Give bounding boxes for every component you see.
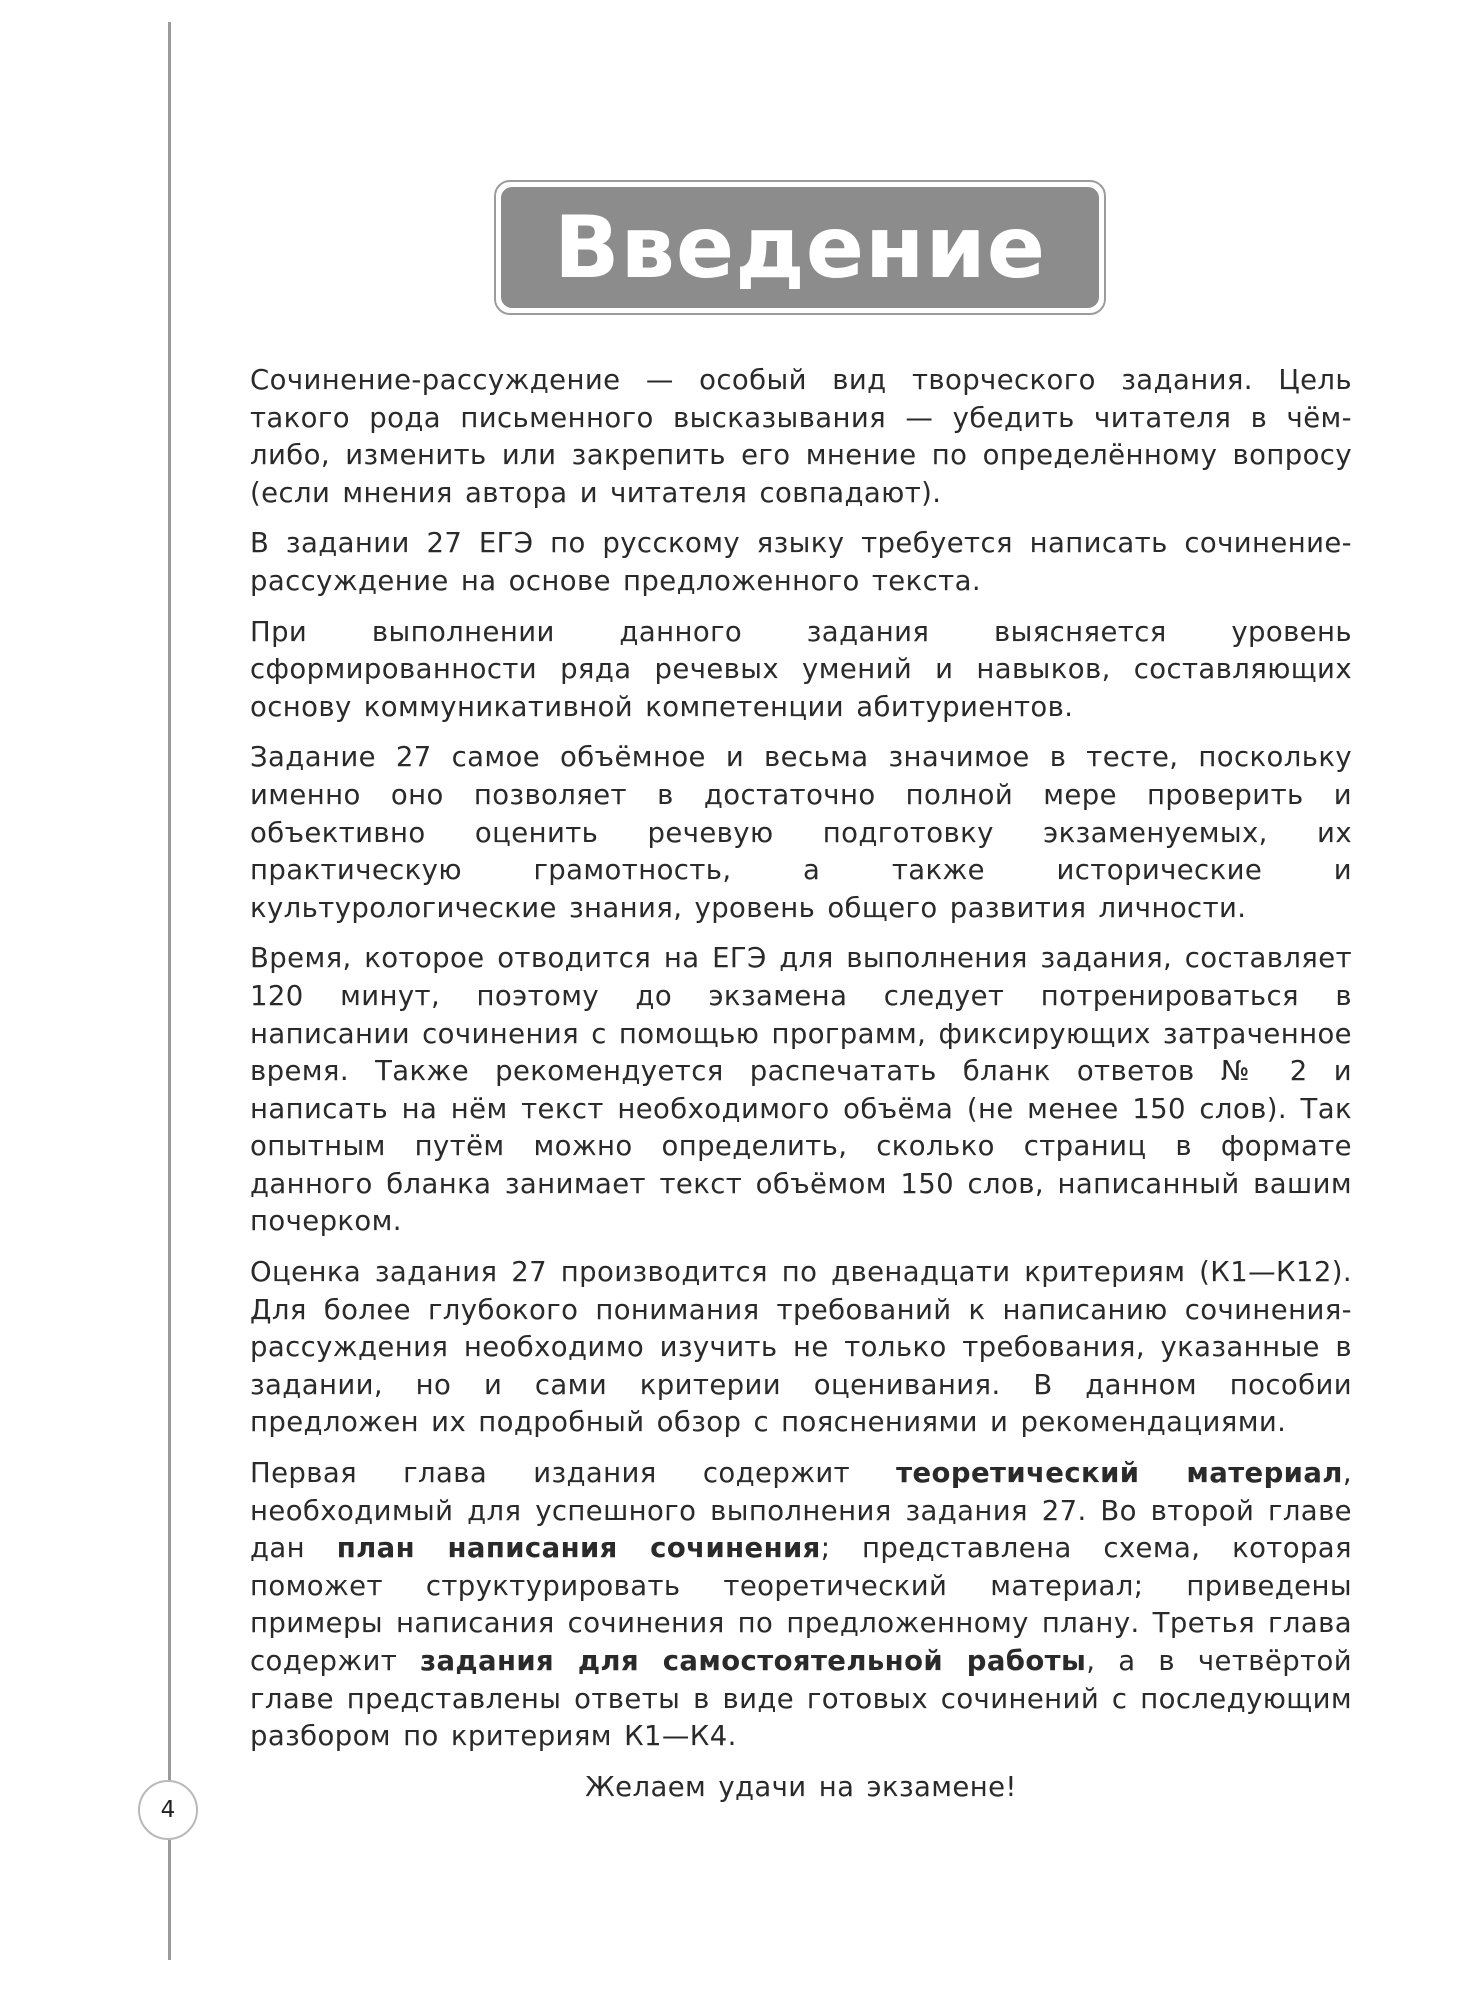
title-box [501,187,1099,308]
paragraph-6: Оценка задания 27 производится по двенадцати критериям (К1—К12). Для более глубокого понимания требований к написанию сочинения-рассуждения необходимо изучить не только требования, указанные в задании, но и сами критерии оценивания. В данном пособии предложен их подробный обзор с пояснениями и рекомендациями. [250,1256,1352,1439]
paragraph-7-text-3: ; представлена схема, которая поможет структурировать теоретический материал; приведены примеры написания сочинения по предложенному плану. Третья глава содержит [250,1532,1352,1677]
bold-independent-tasks: задания для самостоятельной работы [420,1645,1087,1677]
body-text [250,362,1352,1819]
bold-theoretical-material: теоретический материал [896,1457,1343,1490]
title-frame [494,180,1106,315]
paragraph-7-text-1: Первая глава издания содержит [250,1457,897,1490]
paragraph-5: Время, которое отводится на ЕГЭ для выполнения задания, составляет 120 минут, поэтому до экзамена следует потренироваться в написании сочинения с помощью программ, фиксирующих затраченное время. Также рекомендуется распечатать бланк ответов № 2 и написать на нём текст необходимого объёма (не менее 150 слов). Так опытным путём можно определить, сколько страниц в формате данного бланка занимает текст объёмом 150 слов, написанный вашим почерком. [250,942,1352,1238]
margin-rule [168,22,171,1960]
paragraph-7-text-2: , необходимый для успешного выполнения задания 27. Во второй главе дан [250,1457,1353,1565]
paragraph-2: В задании 27 ЕГЭ по русскому языку требуется написать сочинение-рассуждение на основе предложенного текста. [250,527,1352,597]
paragraph-4: Задание 27 самое объёмное и весьма значимое в тесте, поскольку именно оно позволяет в достаточно полной мере проверить и объективно оценить речевую подготовку экзаменуемых, их практическую грамотность, а также исторические и культурологические знания, уровень общего развития личности. [250,741,1352,924]
paragraph-7 [250,1455,1352,1756]
paragraph-3: При выполнении данного задания выясняется уровень сформированности ряда речевых умений и навыков, составляющих основу коммуникативной компетенции абитуриентов. [250,615,1352,723]
paragraph-7-text-4: , а в четвёртой главе представлены ответы в виде готовых сочинений с последующим разбором по критериям К1—К4. [250,1645,1352,1753]
paragraph-1: Сочинение-рассуждение — особый вид творческого задания. Цель такого рода письменного высказывания — убедить читателя в чём-либо, изменить или закрепить его мнение по определённому вопросу (если мнения автора и читателя совпадают). [250,364,1352,509]
bold-essay-plan: план написания сочинения [336,1532,821,1565]
page-number: 4 [138,1780,198,1840]
page-title: Введение [553,197,1047,298]
closing-wish: Желаем удачи на экзамене! [585,1770,1017,1803]
